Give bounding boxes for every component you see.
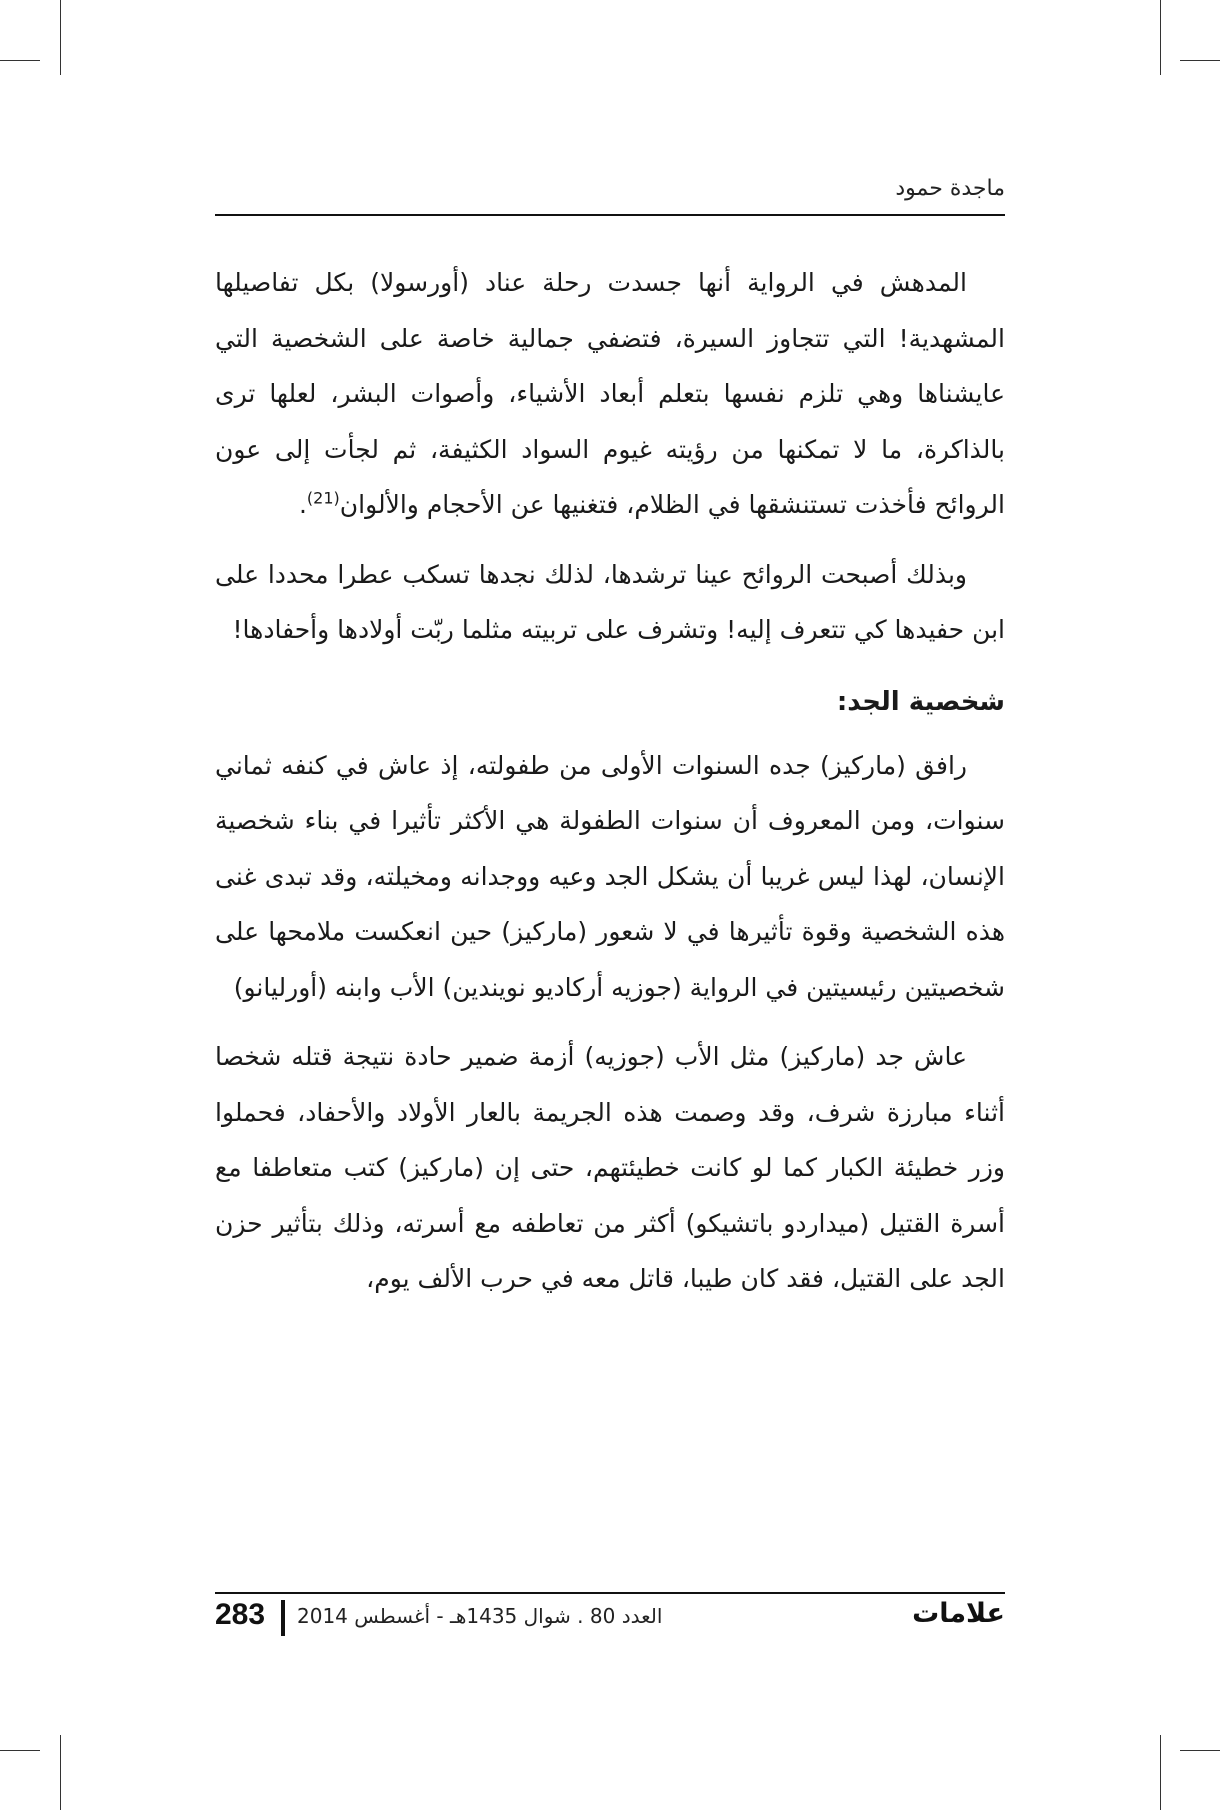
issue-info: العدد 80 . شوال 1435هـ - أغسطس 2014	[297, 1604, 663, 1628]
crop-mark	[1160, 0, 1161, 75]
paragraph-end: .	[298, 490, 307, 519]
footer-divider	[281, 1600, 285, 1636]
crop-mark	[1180, 60, 1220, 61]
running-header	[215, 170, 1005, 216]
crop-mark	[1160, 1735, 1161, 1810]
crop-mark	[60, 1735, 61, 1810]
paragraph-text: المدهش في الرواية أنها جسدت رحلة عناد (أورسولا) بكل تفاصيلها المشهدية! التي تتجاوز السيرة، فتضفي جمالية خاصة على الشخصية التي عايشناها وهي تلزم نفسها بتعلم أبعاد الأشياء، وأصوات البشر، لعلها ترى بالذاكرة، ما لا تمكنها من رؤيته غيوم السواد الكثيفة، ثم لجأت إلى عون الروائح فأخذت تستنشقها في الظلام، فتغنيها عن الأحجام والألوان	[215, 268, 1005, 519]
author-name: ماجدة حمود	[895, 176, 1005, 201]
paragraph: رافق (ماركيز) جده السنوات الأولى من طفولته، إذ عاش في كنفه ثماني سنوات، ومن المعروف أن سنوات الطفولة هي الأكثر تأثيرا في بناء شخصية الإنسان، لهذا ليس غريبا أن يشكل الجد وعيه ووجدانه ومخيلته، وقد تبدى غنى هذه الشخصية وقوة تأثيرها في لا شعور (ماركيز) حين انعكست ملامحها على شخصيتين رئيسيتين في الرواية (جوزيه أركاديو نويندين) الأب وابنه (أورليانو)	[215, 750, 1005, 1002]
journal-logo: علامات	[912, 1598, 1005, 1629]
page-number: 283	[215, 1598, 266, 1631]
page-footer	[215, 1592, 1005, 1642]
section-heading: شخصية الجد:	[836, 686, 1005, 717]
crop-mark	[60, 0, 61, 75]
paragraph	[215, 255, 1005, 533]
crop-mark	[0, 60, 40, 61]
paragraph: وبذلك أصبحت الروائح عينا ترشدها، لذلك نجدها تسكب عطرا محددا على ابن حفيدها كي تتعرف إليه! وتشرف على تربيته مثلما ربّت أولادها وأحفادها!	[215, 559, 1005, 644]
paragraph: عاش جد (ماركيز) مثل الأب (جوزيه) أزمة ضمير حادة نتيجة قتله شخصا أثناء مبارزة شرف، وقد وصمت هذه الجريمة بالعار الأولاد والأحفاد، فحملوا وزر خطيئة الكبار كما لو كانت خطيئتهم، حتى إن (ماركيز) كتب متعاطفا مع أسرة القتيل (ميداردو باتشيكو) أكثر من تعاطفه مع أسرته، وذلك بتأثير حزن الجد على القتيل، فقد كان طيبا، قاتل معه في حرب الألف يوم،	[215, 1042, 1005, 1293]
footnote-reference: (21)	[306, 488, 340, 508]
crop-mark	[0, 1750, 40, 1751]
crop-mark	[1180, 1750, 1220, 1751]
article-body	[215, 255, 1005, 1321]
